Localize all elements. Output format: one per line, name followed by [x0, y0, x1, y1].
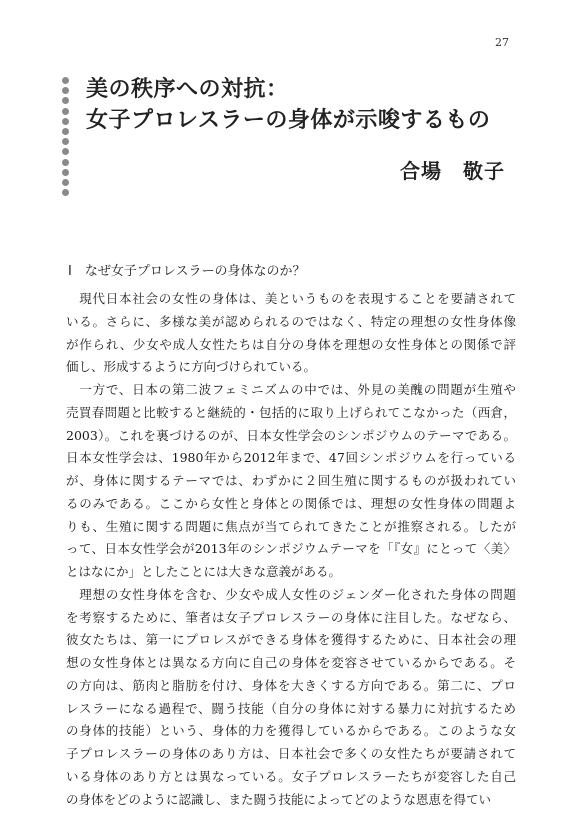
decorative-dot [62, 138, 69, 145]
title-line-2: 女子プロレスラーの身体が示唆するもの [86, 108, 491, 133]
text-line: 売買春問題と比較すると継続的・包括的に取り上げられてこなかった（西倉， [66, 404, 516, 420]
text-line: 価し、形成するように方向づけられている。 [66, 359, 317, 375]
body-text [66, 288, 516, 811]
page-number: 27 [495, 36, 509, 49]
text-line: って、日本女性学会が2013年のシンポジウムテーマを「『女』にとって〈美〉 [66, 541, 516, 557]
text-line: 2003）。これを裏づけるのが、日本女性学会のシンポジウムのテーマである。 [66, 427, 516, 443]
decorative-dot [62, 118, 69, 125]
decorative-dot [62, 128, 69, 135]
text-line: が作られ、少女や成人女性たちは自分の身体を理想の女性身体との関係で評 [66, 336, 516, 352]
section-heading: I なぜ女子プロレスラーの身体なのか？ [68, 264, 306, 279]
text-line: 一方で、日本の第二波フェミニズムの中では、外見の美醜の問題が生殖や [66, 382, 516, 397]
text-line: の身体をどのように認識し、また闘う技能によってどのような恩恵を得てい [66, 791, 492, 807]
article-title [86, 74, 490, 136]
text-line: 想の女性身体とは異なる方向に自己の身体を変容させているからである。そ [66, 655, 516, 670]
text-line: 現代日本社会の女性の身体は、美というものを表現することを要請されて [66, 291, 516, 306]
text-line: 日本女性学会は、1980年から2012年まで、47回シンポジウムを行っている [66, 450, 516, 466]
text-line: 彼女たちは、第一にプロレスができる身体を獲得するために、日本社会の理 [66, 632, 516, 648]
decorative-dot-column [62, 77, 70, 199]
decorative-dot [62, 159, 69, 166]
decorative-dot [62, 148, 69, 155]
author-name: 合場 敬子 [400, 159, 505, 183]
decorative-dot [62, 108, 69, 115]
decorative-dot [62, 189, 69, 196]
text-line: の方向は、筋肉と脂肪を付け、身体を大きくする方向である。第二に、プロ [66, 677, 516, 693]
text-line: レスラーになる過程で、闘う技能（自分の身体に対する暴力に対抗するため [66, 700, 516, 716]
text-line: いる身体のあり方とは異なっている。女子プロレスラーたちが変容した自己 [66, 768, 516, 784]
text-line: とはなにか」としたことには大きな意義がある。 [66, 564, 342, 579]
text-line: が、身体に関するテーマでは、わずかに２回生殖に関するものが扱われてい [66, 473, 516, 488]
title-line-1: 美の秩序への対抗： [86, 77, 289, 102]
decorative-dot [62, 87, 69, 94]
decorative-dot [62, 77, 69, 84]
paragraph [66, 584, 516, 812]
text-line: いる。さらに、多様な美が認められるのではなく、特定の理想の女性身体像 [66, 313, 516, 329]
text-line: を考察するために、筆者は女子プロレスラーの身体に注目した。なぜなら、 [66, 609, 516, 625]
decorative-dot [62, 179, 69, 186]
paragraph [66, 288, 516, 379]
text-line: りも、生殖に関する問題に焦点が当てられてきたことが推察される。したが [66, 518, 516, 534]
text-line: の身体的技能）という、身体的力を獲得しているからである。このような女 [66, 723, 516, 739]
decorative-dot [62, 169, 69, 176]
paragraph [66, 379, 516, 584]
text-line: 理想の女性身体を含む、少女や成人女性のジェンダー化された身体の問題 [66, 586, 516, 602]
text-line: るのみである。ここから女性と身体との関係では、理想の女性身体の問題よ [66, 495, 516, 511]
decorative-dot [62, 97, 69, 104]
text-line: 子プロレスラーの身体のあり方は、日本社会で多くの女性たちが要請されて [66, 746, 516, 761]
